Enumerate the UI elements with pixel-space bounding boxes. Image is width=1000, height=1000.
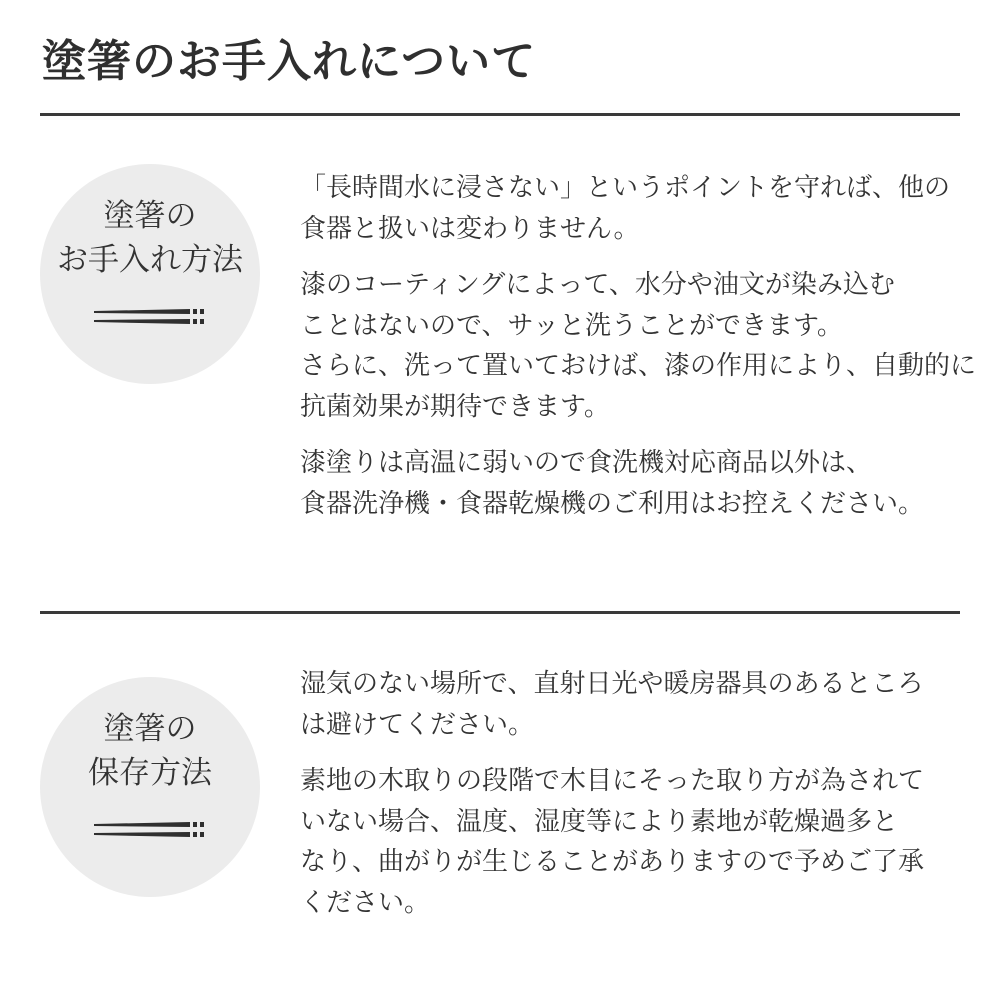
text-line: さらに、洗って置いておけば、漆の作用により、自動的に	[300, 351, 977, 381]
text-line: 食器と扱いは変わりません。	[300, 213, 640, 244]
text-line: 抗菌効果が期待できます。	[300, 391, 610, 422]
care-paragraph-1	[300, 168, 960, 249]
text-line: 湿気のない場所で、直射日光や暖房器具のあるところ	[300, 669, 924, 699]
text-line: ください。	[300, 887, 431, 918]
chopsticks-icon	[94, 819, 206, 841]
care-badge-line2: お手入れ方法	[57, 242, 243, 278]
text-line: なり、曲がりが生じることがありますので予めご了承	[300, 847, 925, 877]
storage-paragraph-1	[300, 664, 960, 745]
care-paragraph-2	[300, 265, 977, 427]
storage-section	[0, 614, 1000, 1000]
storage-badge-line1: 塗箸の	[103, 711, 197, 747]
care-badge-line1: 塗箸の	[103, 198, 197, 234]
text-line: は避けてください。	[300, 709, 535, 740]
storage-body	[300, 664, 960, 939]
storage-badge-label	[40, 707, 260, 795]
text-line: 素地の木取りの段階で木目にそった取り方が為されて	[300, 766, 925, 796]
care-section	[0, 116, 1000, 611]
text-line: ことはないので、サッと洗うことができます。	[300, 310, 843, 341]
storage-badge-line2: 保存方法	[88, 755, 212, 791]
text-line: 漆塗りは高温に弱いので食洗機対応商品以外は、	[300, 448, 873, 478]
page-title: 塗箸のお手入れについて	[42, 36, 537, 87]
storage-badge	[40, 677, 260, 897]
text-line: いない場合、温度、湿度等により素地が乾燥過多と	[300, 806, 899, 837]
text-line: 「長時間水に浸さない」というポイントを守れば、他の	[300, 173, 951, 203]
chopsticks-icon	[94, 306, 206, 328]
care-body	[300, 168, 977, 540]
care-paragraph-3	[300, 443, 960, 524]
storage-paragraph-2	[300, 761, 960, 923]
text-line: 食器洗浄機・食器乾燥機のご利用はお控えください。	[300, 488, 925, 519]
text-line: 漆のコーティングによって、水分や油文が染み込む	[300, 270, 895, 300]
care-badge	[40, 164, 260, 384]
care-badge-label	[40, 194, 260, 282]
